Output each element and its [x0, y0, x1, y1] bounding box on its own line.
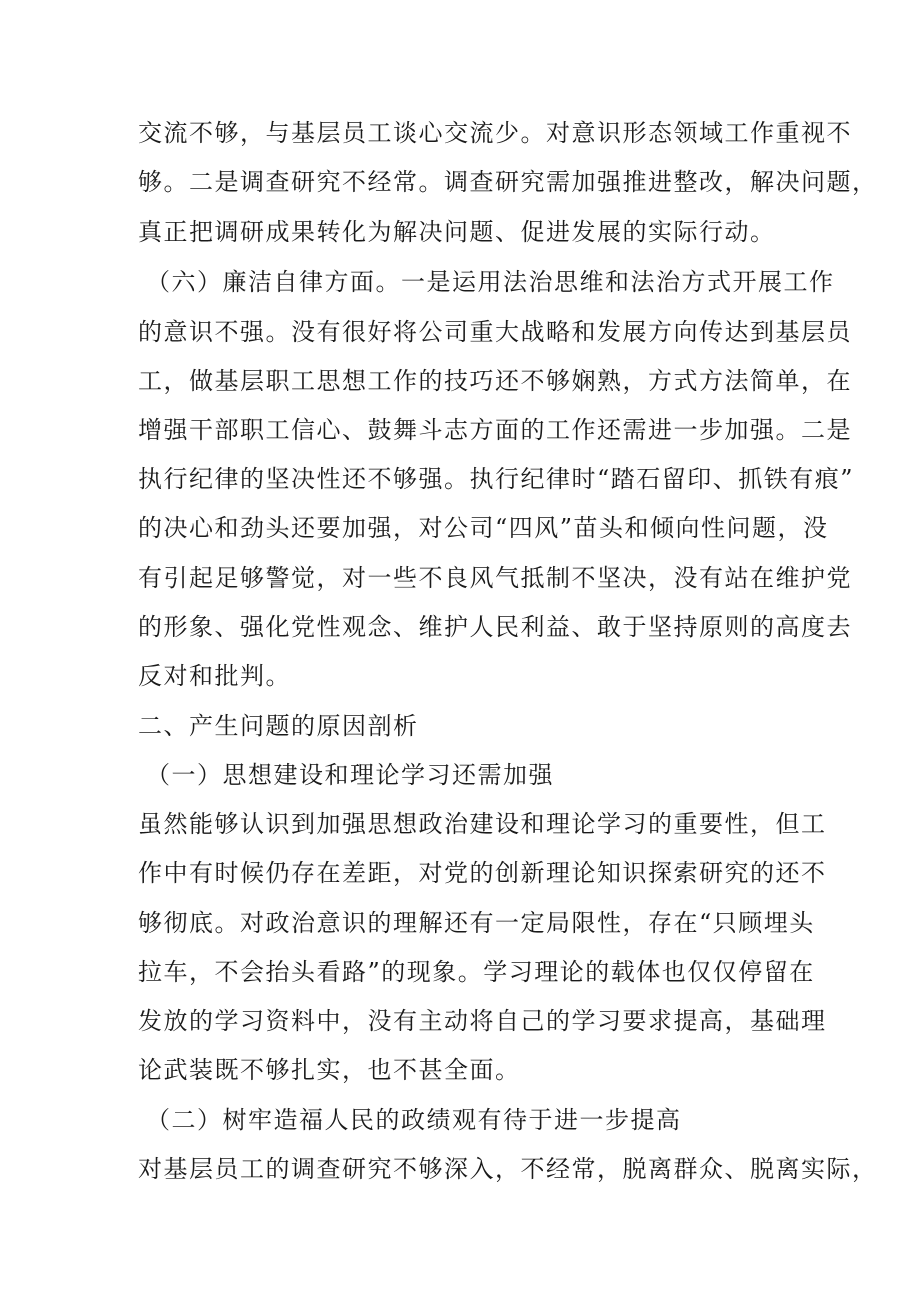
section-heading-2: 二、产生问题的原因剖析	[138, 712, 419, 740]
body-text-line: 虽然能够认识到加强思想政治建设和理论学习的重要性，但工	[138, 810, 827, 838]
subsection-heading-1: （一）思想建设和理论学习还需加强	[146, 761, 554, 789]
body-text-line: 的意识不强。没有很好将公司重大战略和发展方向传达到基层员	[138, 318, 852, 346]
body-text-line: 够。二是调查研究不经常。调查研究需加强推进整改，解决问题，	[138, 168, 878, 196]
body-text-line: 真正把调研成果转化为解决问题、促进发展的实际行动。	[138, 218, 776, 246]
body-text-line: 交流不够，与基层员工谈心交流少。对意识形态领域工作重视不	[138, 119, 852, 147]
body-text-line: 反对和批判。	[138, 662, 291, 690]
body-text-line: 的决心和劲头还要加强，对公司“四风”苗头和倾向性问题，没	[138, 514, 829, 542]
body-text-line: 的形象、强化党性观念、维护人民利益、敢于坚持原则的高度去	[138, 613, 852, 641]
body-text-line: 工，做基层职工思想工作的技巧还不够娴熟，方式方法简单，在	[138, 367, 852, 395]
body-text-line: 对基层员工的调查研究不够深入，不经常，脱离群众、脱离实际，	[138, 1155, 878, 1183]
body-text-line: 增强干部职工信心、鼓舞斗志方面的工作还需进一步加强。二是	[138, 416, 852, 444]
body-text-line: 够彻底。对政治意识的理解还有一定局限性，存在“只顾埋头	[138, 909, 815, 937]
body-text-line: 执行纪律的坚决性还不够强。执行纪律时“踏石留印、抓铁有痕”	[138, 465, 855, 493]
section-heading-6: （六）廉洁自律方面。一是运用法治思维和法治方式开展工作	[146, 268, 835, 296]
subsection-heading-2: （二）树牢造福人民的政绩观有待于进一步提高	[146, 1106, 682, 1134]
body-text-line: 发放的学习资料中，没有主动将自己的学习要求提高，基础理	[138, 1007, 827, 1035]
body-text-line: 论武装既不够扎实，也不甚全面。	[138, 1056, 521, 1084]
body-text-line: 拉车，不会抬头看路”的现象。学习理论的载体也仅仅停留在	[138, 958, 815, 986]
body-text-line: 有引起足够警觉，对一些不良风气抵制不坚决，没有站在维护党	[138, 564, 852, 592]
body-text-line: 作中有时候仍存在差距，对党的创新理论知识探索研究的还不	[138, 859, 827, 887]
